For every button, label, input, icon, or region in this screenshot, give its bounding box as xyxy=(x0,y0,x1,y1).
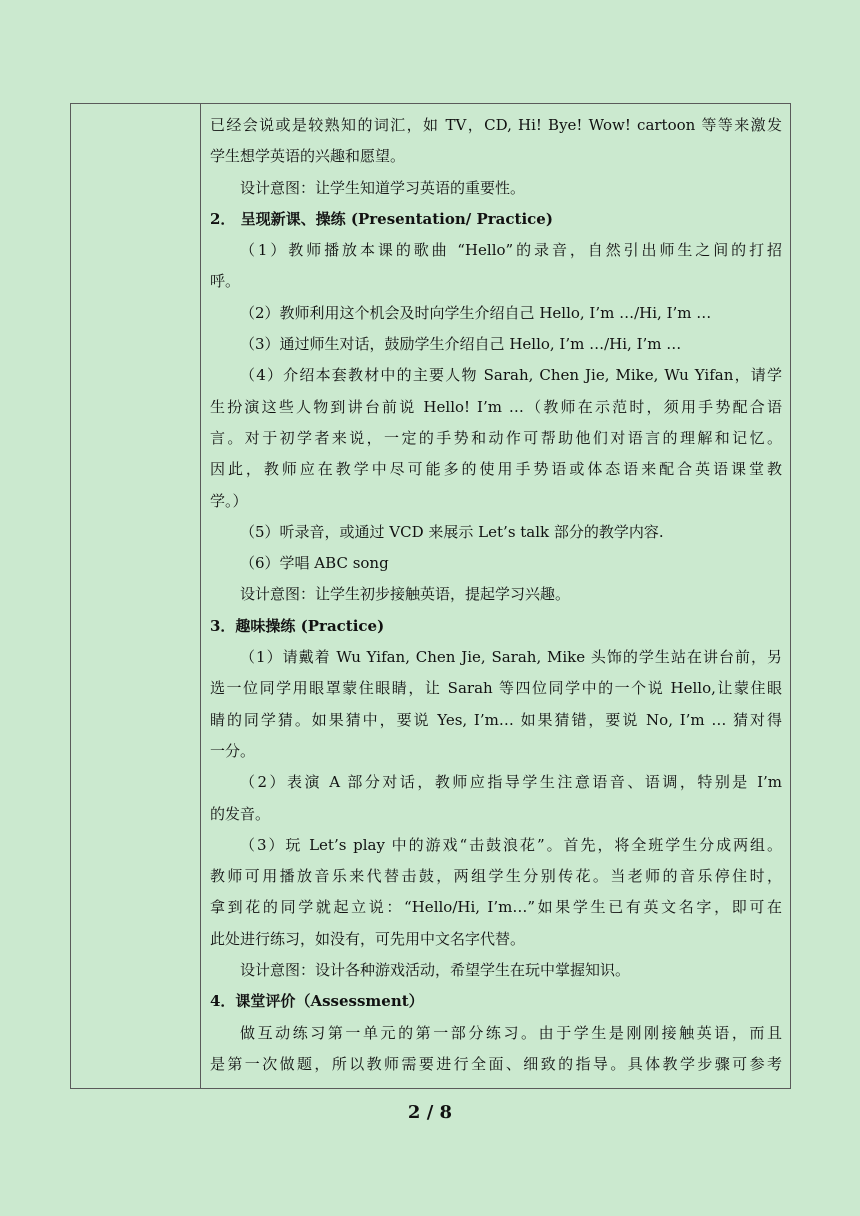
table-left-column xyxy=(71,104,201,1088)
paragraph-line: 呼。 xyxy=(210,272,241,291)
paragraph-line: 教师可用播放音乐来代替击鼓，两组学生分别传花。当老师的音乐停住时， xyxy=(210,867,782,886)
paragraph-line: 此处进行练习，如没有，可先用中文名字代替。 xyxy=(210,929,526,948)
section-heading: 2． 呈现新课、操练 (Presentation/ Practice) xyxy=(210,209,553,228)
paragraph-line: 睛的同学猜。如果猜中，要说 Yes, I’m… 如果猜错，要说 No, I’m … 猜对得 xyxy=(210,710,782,729)
paragraph-line: （6）学唱 ABC song xyxy=(240,554,389,573)
paragraph-line: 生扮演这些人物到讲台前说 Hello! I’m …（教师在示范时，须用手势配合语 xyxy=(210,397,782,416)
table-content-cell xyxy=(201,104,790,1088)
paragraph-line: 学。） xyxy=(210,491,248,510)
paragraph-line: 一分。 xyxy=(210,741,256,760)
paragraph-line: 做互动练习第一单元的第一部分练习。由于学生是刚刚接触英语，而且 xyxy=(240,1023,782,1042)
paragraph-line: （3）通过师生对话，鼓励学生介绍自己 Hello, I’m …/Hi, I’m … xyxy=(240,335,682,354)
paragraph-line: 拿到花的同学就起立说：“Hello/Hi, I’m…”如果学生已有英文名字，即可在 xyxy=(210,898,782,917)
paragraph-line: （2）教师利用这个机会及时向学生介绍自己 Hello, I’m …/Hi, I’m … xyxy=(240,303,712,322)
section-heading: 4．课堂评价（Assessment） xyxy=(210,992,424,1011)
paragraph-line: （2）表演 A 部分对话，教师应指导学生注意语音、语调，特别是 I’m xyxy=(240,773,782,792)
paragraph-line: 的发音。 xyxy=(210,804,271,823)
section-heading: 3．趣味操练 (Practice) xyxy=(210,616,385,635)
paragraph-line: 设计意图：设计各种游戏活动，希望学生在玩中掌握知识。 xyxy=(240,961,631,980)
paragraph-line: （1）请戴着 Wu Yifan, Chen Jie, Sarah, Mike 头饰的学生站在讲台前，另 xyxy=(240,648,782,667)
paragraph-line: （3）玩 Let’s play 中的游戏“击鼓浪花”。首先，将全班学生分成两组。 xyxy=(240,835,782,854)
paragraph-line: 设计意图：让学生知道学习英语的重要性。 xyxy=(240,178,526,197)
paragraph-line: 设计意图：让学生初步接触英语，提起学习兴趣。 xyxy=(240,585,571,604)
paragraph-line: （4）介绍本套教材中的主要人物 Sarah, Chen Jie, Mike, Wu Yifan，请学 xyxy=(240,366,782,385)
paragraph-line: （1）教师播放本课的歌曲 “Hello”的录音，自然引出师生之间的打招 xyxy=(240,241,782,260)
paragraph-line: 因此，教师应在教学中尽可能多的使用手势语或体态语来配合英语课堂教 xyxy=(210,460,782,479)
page-number: 2 / 8 xyxy=(407,1102,453,1123)
paragraph-line: 选一位同学用眼罩蒙住眼睛，让 Sarah 等四位同学中的一个说 Hello,让蒙住眼 xyxy=(210,679,782,698)
paragraph-line: 是第一次做题，所以教师需要进行全面、细致的指导。具体教学步骤可参考 xyxy=(210,1054,782,1073)
paragraph-line: （5）听录音，或通过 VCD 来展示 Let’s talk 部分的教学内容. xyxy=(240,522,664,541)
paragraph-line: 已经会说或是较熟知的词汇，如 TV，CD, Hi! Bye! Wow! cartoon 等等来激发 xyxy=(210,116,782,134)
lesson-plan-table xyxy=(70,103,791,1089)
paragraph-line: 言。对于初学者来说，一定的手势和动作可帮助他们对语言的理解和记忆。 xyxy=(210,428,782,447)
paragraph-line: 学生想学英语的兴趣和愿望。 xyxy=(210,147,406,166)
